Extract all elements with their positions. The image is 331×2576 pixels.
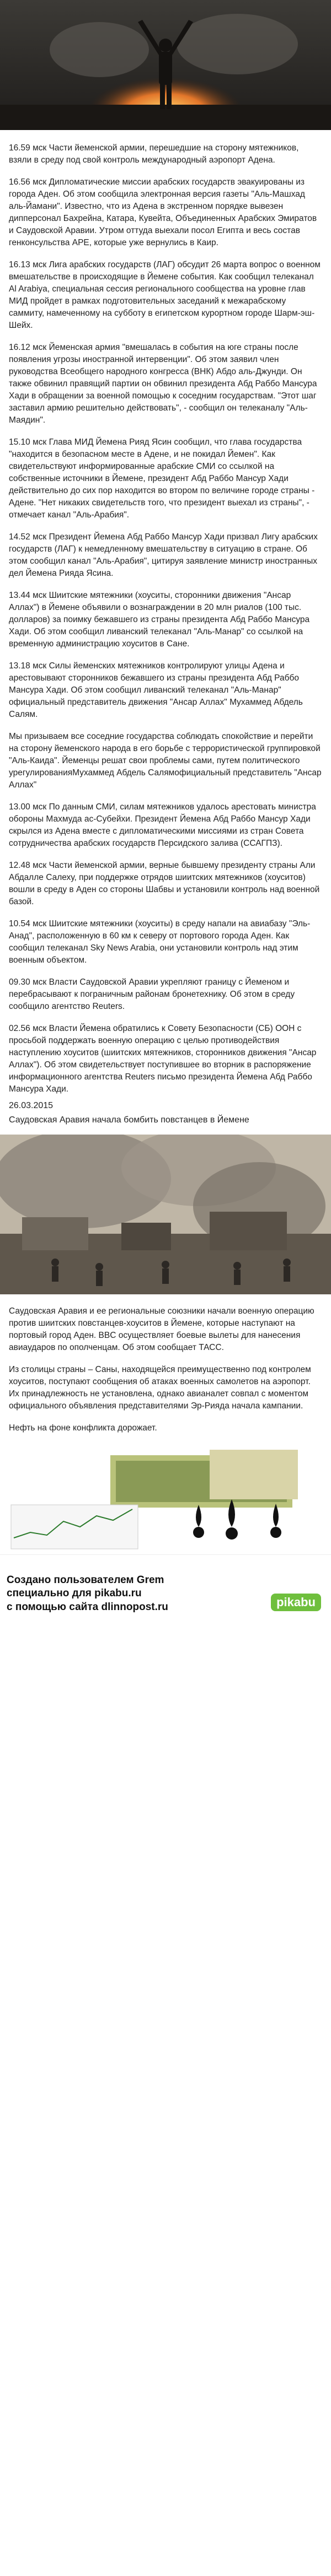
hero-photo [0, 0, 331, 130]
news-paragraph: Из столицы страны – Саны, находящейся преимущественно под контролем хоуситов, поступают сообщения об атаках военных самолетов на аэропорт. Их принадлежность не установлена, однако авианалет совпал с моментом официального объявления представителями Эр-Рияда начала кампании. [9, 1364, 311, 1411]
news-paragraph: 13.00 мск По данным СМИ, силам мятежников удалось арестовать министра обороны Махмуда ас-Субейхи. Президент Йемена Абд Раббо Мансур Хади скрылся из Адена вместе с дипломатическими миссиями из стран Совета сотрудничества арабских государств Персидского залива (ССАГПЗ). [9, 802, 316, 848]
news-paragraph: Нефть на фоне конфликта дорожает. [9, 1423, 157, 1433]
headline: Саудовская Аравия начала бомбить повстанцев в Йемене [9, 1115, 249, 1125]
news-paragraph: 10.54 мск Шиитские мятежники (хоуситы) в среду напали на авиабазу "Эль-Анад", расположенную в 60 км к северу от портового города Аден. Как сообщил телеканал Sky News Arabia, они установили контроль над этим военным объектом. [9, 919, 311, 965]
date-line: 26.03.2015 [9, 1101, 54, 1110]
news-paragraph: 13.44 мск Шиитские мятежники (хоуситы, сторонники движения "Ансар Аллах") в Йемене объявили о вознаграждении в 20 млн риалов (100 тыс. долларов) за поимку бежавшего из страны президента Абд Раббо Мансура Хади. Об этом сообщил ливанский телеканал "Аль-Манар" со ссылкой на временную администрацию хоуситов в Сане. [9, 591, 310, 649]
oil-price-image [0, 1444, 331, 1554]
footer-line: специально для pikabu.ru [7, 1587, 142, 1600]
news-quote: Мы призываем все соседние государства соблюдать спокойствие и перейти на сторону йеменского народа в его борьбе с террористической группировкой "Аль-Каида". Йеменцы решат свои проблемы сами, путем политического урегулированияМухаммед Абдель Салямофициальный представитель "Ансар Аллах" [9, 732, 322, 790]
news-paragraph: 02.56 мск Власти Йемена обратились к Совету Безопасности (СБ) ООН с просьбой поддержать военную операцию с целью противодействия наступлению хоуситов (шиитских мятежников, сторонников движения "Ансар Аллах"). Об этом свидетельствует поступившее во вторник в распоряжение информационного агентства Reuters письмо президента Йемена Абд Раббо Мансура Хади. [9, 1024, 317, 1094]
news-paragraph: 15.10 мск Глава МИД Йемена Рияд Ясин сообщил, что глава государства "находится в безопасном месте в Адене, и не покидал Йемен". Как свидетельствуют информированные арабские СМИ со ссылкой на собственные источники в Йемене, президент Абд Раббо Мансур Хади действительно до сих пор находится во втором по величине городе страны - Адене. "Нет никаких свидетельств того, что президент выехал из страны", - отмечает канал "Аль-Арабия". [9, 438, 315, 520]
news-paragraph: Саудовская Аравия и ее региональные союзники начали военную операцию против шиитских повстанцев-хоуситов в Йемене, которые наступают на портовый город Аден. BBC осуществляет боевые вылеты для нанесения авиаударов по ополченцам. Об этом сообщает ТАСС. [9, 1306, 314, 1352]
pikabu-logo[interactable]: pikabu [271, 1594, 321, 1611]
news-paragraphs-2 [0, 1305, 331, 1434]
news-paragraph: 12.48 мск Части йеменской армии, верные бывшему президенту страны Али Абдалле Салеху, при поддержке отрядов шиитских мятежников (хоуситов) вошли в среду в Аден со стороны Шабвы и установили контроль над военной базой. [9, 861, 320, 906]
news-paragraph: 16.12 мск Йеменская армия "вмешалась в события на юге страны после появления угрозы иностранной интервенции". Об этом заявил член руководства Всеобщего народного конгресса (ВНК) Абдо аль-Джунди. Он также обвинил правящий партии он обвинил президента Абд Раббо Мансура Хади в обращении за военной помощью к соседним государствам. "Этот шаг заставил армию решительно действовать", - сообщил он телеканалу "Аль-Маядин". [9, 343, 317, 425]
news-paragraph: 13.18 мск Силы йеменских мятежников контролируют улицы Адена и арестовывают сторонников бежавшего из страны президента Абд Раббо Мансура Хади. Об этом сообщил ливанский телеканал "Аль-Манар" официальный представитель движения "Ансар Аллах" Мухаммед Абдель Салям. [9, 661, 303, 719]
airstrike-photo [0, 1135, 331, 1294]
news-paragraphs [0, 142, 331, 1095]
news-paragraph: 16.59 мск Части йеменской армии, перешедшие на сторону мятежников, взяли в среду под свой контроль международный аэропорт Адена. [9, 143, 299, 165]
footer-line: Создано пользователем Grem [7, 1574, 164, 1586]
news-paragraph: 16.13 мск Лига арабских государств (ЛАГ) обсудит 26 марта вопрос о военном вмешательстве в происходящие в Йемене события. Как сообщил телеканал Al Arabiya, специальная сессия регионального сообщества на уровне глав МИД пройдет в рамках подготовительных заседаний к межарабскому саммиту, намеченному на субботу в египетском курортном городе Шарм-эш-Шейх. [9, 260, 321, 330]
footer-line: с помощью сайта dlinnopost.ru [7, 1601, 168, 1613]
news-paragraph: 09.30 мск Власти Саудовской Аравии укрепляют границу с Йеменом и перебрасывают к пограничным районам бронетехнику. Об этом в среду сообщило агентство Reuters. [9, 978, 295, 1011]
oil-price-illustration [0, 1444, 331, 1554]
news-paragraph: 16.56 мск Дипломатические миссии арабских государств эвакуированы из города Аден. Об этом сообщила электронная версия газеты "Аль-Машхад аль-Йамани". Известно, что из Адена в экстренном порядке вывезен дипперсонал Бахрейна, Катара, Кувейта, Объединенных Арабских Эмиратов и Саудовской Аравии. Утром оттуда выехали посол Египта и весь состав генконсульства АРЕ, которые уже вернулись в Каир. [9, 177, 317, 247]
news-paragraph: 14.52 мск Президент Йемена Абд Раббо Мансур Хади призвал Лигу арабских государств (ЛАГ) к немедленному вмешательству в ситуацию в стране. Об этом сообщил канал "Аль-Арабия", цитируя заявление министр иностранных дел Йемена Рияда Ясина. [9, 532, 318, 578]
footer-credits [7, 1574, 168, 1614]
protest-photo-illustration [0, 0, 331, 130]
footer [0, 1554, 331, 1632]
airstrike-photo-illustration [0, 1135, 331, 1294]
